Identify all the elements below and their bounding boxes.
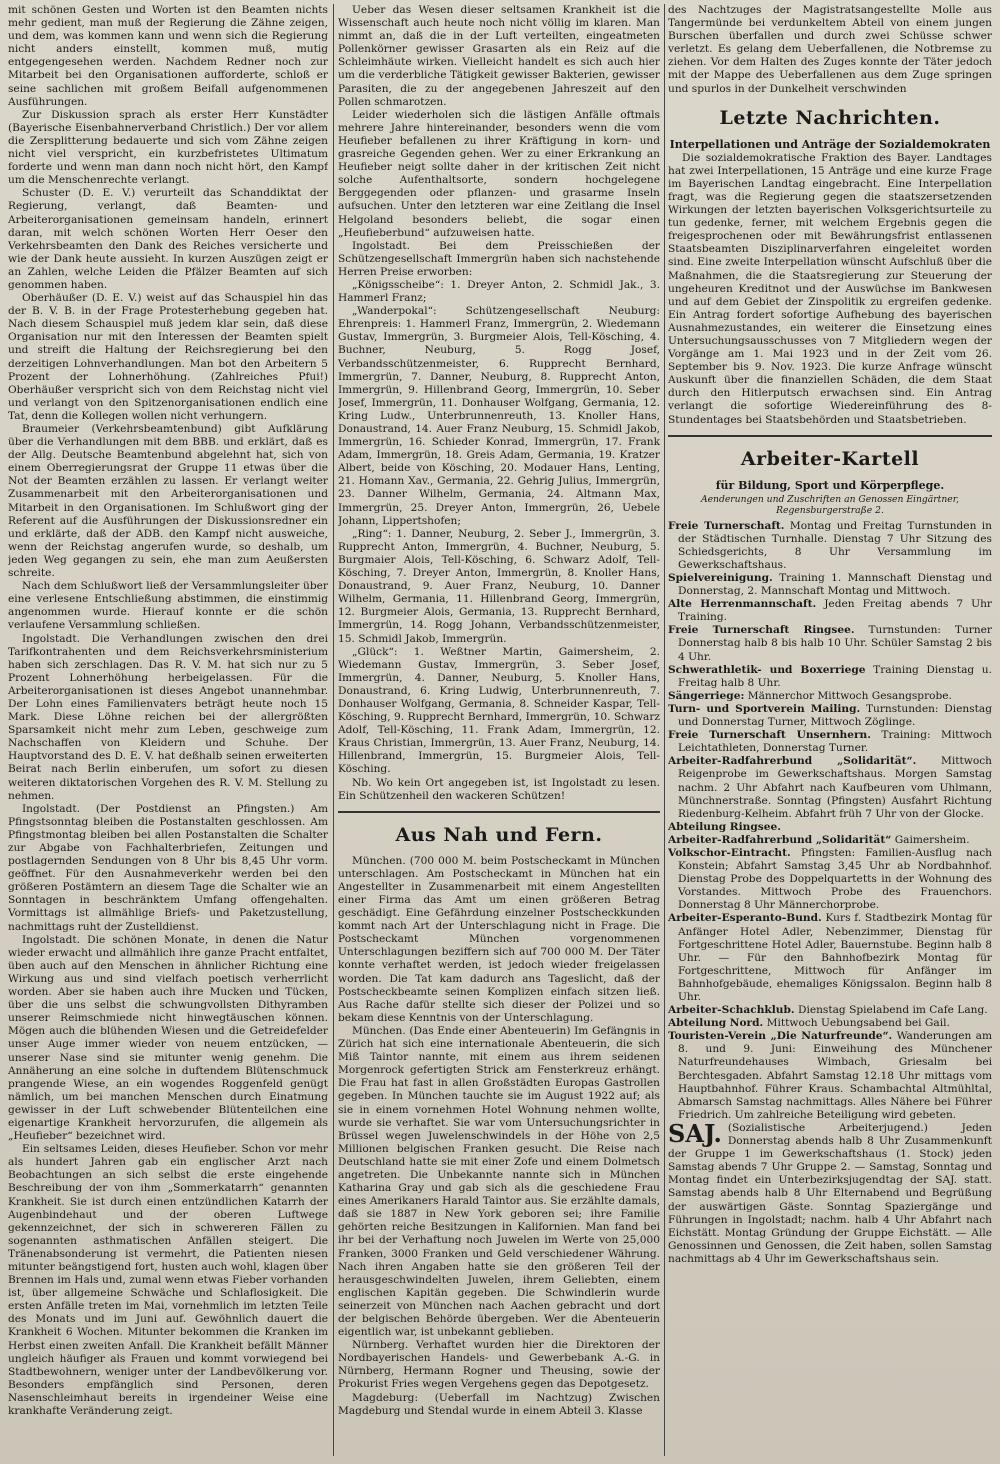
club-name: Spielvereinigung.	[668, 572, 773, 584]
club-text: Wanderungen am 8. und 9. Juni: Einweihung des Münchener Naturfreundehauses Wimbach, Griesalm bei Berchtesgaden. Abfahrt Samstag 12.18 Uhr mittags vom Hauptbahnhof. Führer Kraus. Schambachtal Altmühltal, Abmarsch Samstag nachmittags. Alles Nähere bei Führer Friedrich. Um zahlreiche Beteiligung wird gebeten.	[678, 1030, 992, 1121]
column-rule	[333, 4, 334, 1456]
paragraph: München. (Das Ende einer Abenteuerin) Im Gefängnis in Zürich hat sich eine internationale Abenteuerin, die sich Miß Taintor nannte, mit einem aus ihrem seidenen Morgenrock gefertigten Strick am Fensterkreuz erhängt. Die Frau hat fast in allen Großstädten Europas Gastrollen gegeben. In München tauchte sie im August 1922 auf; als sie in einem vornehmen Hotel Wohnung nehmen wollte, wurde sie verhaftet. Sie war vom Untersuchungsrichter in Brüssel wegen Juwelenschwindels in der Höhe von 2,5 Millionen belgischen Franken gesucht. Die Reise nach Deutschland hatte sie mit einer Zofe und einem Dolmetsch angetreten. Die Unbekannte nannte sich in München Katharina Gray und gab sich als die geschiedene Frau eines Amerikaners Harald Taintor aus. Sie erzählte damals, daß sie 1887 in New York geboren sei; ihre Familie gehörten reiche Besitzungen in Kalifornien. Man fand bei ihr bei der Verhaftung noch Juwelen im Werte von 25,000 Franken, 3000 Franken und Geld verschiedener Währung. Nach ihren Angaben hatte sie den größeren Teil der herausgeschwindelten Juwelen, ihrem Geliebten, einem englischen Kapitän gegeben. Die Schwindlerin wurde seinerzeit von München nach Aachen gebracht und dort der belgischen Behörde übergeben. Wer die Abenteuerin eigentlich war, ist unbekannt geblieben.	[338, 1024, 660, 1339]
paragraph: Oberhäußer (D. E. V.) weist auf das Schauspiel hin das der B. V. B. in der Frage Protesterhebung gegeben hat. Nach diesem Schauspiel muß jedem klar sein, daß diese Organisation nur mit den Interessen der Beamten spielt und streift die Haltung der Reichsregierung bei den derzeitigen Lohnverhandlungen. Man bot den Arbeitern 5 Prozent der Lohnerhöhung. (Zahlreiches Pfui!) Oberhäußer verspricht sich von dem Reichstag nicht viel und verlangt von den Spitzenorganisationen endlich eine Tat, denn die Kollegen wollen nicht verhungern.	[8, 292, 328, 422]
club-entry	[668, 1017, 992, 1030]
paragraph: Braumeier (Verkehrsbeamtenbund) gibt Aufklärung über die Verhandlungen mit dem BBB. und erklärt, daß es der Allg. Deutsche Beamtenbund abgelehnt hat, sich von einem Oberregierungsrat der Gruppe 11 etwas über die Not der Beamten erzählen zu lassen. Er verlangt weiter Zusammenarbeit mit den Arbeiterorganisationen und Mitarbeit in den Organisationen. Im Schlußwort ging der Referent auf die Ausführungen der Diskussionsredner ein und erklärte, daß der ADB. den Kampf nicht ausweiche, wenn der Reichstag angerufen wurde, so deshalb, um jeden Weg gegangen zu sein, ehe man zum Aeußersten schreite.	[8, 423, 328, 580]
section-subheading: für Bildung, Sport und Körperpflege.	[715, 478, 945, 492]
column-right	[668, 4, 992, 1458]
paragraph: Magdeburg: (Ueberfall im Nachtzug) Zwischen Magdeburg und Stendal wurde in einem Abteil 3. Klasse	[338, 1391, 660, 1417]
section-note: Aenderungen und Zuschriften an Genossen Eingärtner, Regensburgerstraße 2.	[700, 493, 959, 516]
club-name: Abteilung Ringsee.	[668, 820, 781, 833]
club-name: Freie Turnerschaft Ringsee.	[668, 624, 855, 637]
club-text: Männerchor Mittwoch Gesangsprobe.	[747, 689, 952, 702]
club-name: Freie Turnerschaft Unsernhern.	[668, 729, 871, 742]
club-text: Mittwoch Reigenprobe im Gewerkschaftshaus. Morgen Samstag nachm. 2 Uhr Abfahrt nach Kaufbeuren vom Uhlmann, Münchnerstraße. Sonntag (Pfingsten) Ausfahrt Richtung Riedenburg-Kelheim. Abfahrt früh 7 Uhr von der Glocke.	[678, 755, 992, 820]
column-left	[8, 4, 328, 1458]
paragraph: Nürnberg. Verhaftet wurden hier die Direktoren der Nordbayerischen Handels- und Gewerbebank A.-G. in Nürnberg, Hermann Rogner und Theusing, sowie der Prokurist Fries wegen Vergehens gegen das Depotgesetz.	[338, 1339, 660, 1391]
club-entry	[668, 821, 992, 834]
club-entry	[668, 729, 992, 755]
club-name: Sängerriege:	[668, 689, 745, 702]
saj-mark: SAJ.	[668, 1118, 722, 1148]
club-name: Turn- und Sportverein Mailing.	[668, 702, 861, 715]
paragraph: Nach dem Schlußwort ließ der Versammlungsleiter über eine verlesene Entschließung abstimmen, die einstimmig angenommen wurde. Hierauf konnte er die schön verlaufene Versammlung schließen.	[8, 580, 328, 632]
paragraph: Ingolstadt. Die schönen Monate, in denen die Natur wieder erwacht und allmählich ihre ganze Pracht entfaltet, üben auch auf den Menschen in ähnlicher Richtung eine Wirkung aus und sind vielfach poetisch verherrlicht worden. Aber sie haben auch ihre Mucken und Tücken, über die uns selbst die schwungvollsten Dithyramben unserer Reimschmiede nicht hinwegtäuschen können. Mögen auch die blühenden Wiesen und die Getreidefelder unser Auge immer wieder von neuem entzücken, — unserer Nase sind sie mitunter wenig genehm. Die Annäherung an eine solche in duftendem Blütenschmuck prangende Wiese, an ein wogendes Roggenfeld genügt nämlich, um bei manchen Menschen durch Einatmung gewisser in der Luft schwebender Blütenteilchen eine eigenartige Krankheit hervorzurufen, die allgemein als „Heufieber“ bezeichnet wird.	[8, 933, 328, 1143]
column-middle	[338, 4, 660, 1458]
paragraph: München. (700 000 M. beim Postscheckamt in München unterschlagen. Am Postscheckamt in München hat ein Angestellter in Zusammenarbeit mit einem Angestellten einer Firma das Amt um einen größeren Betrag geschädigt. Eine Gefährdung einzelner Postscheckkunden kommt nach Art der Unterschlagung nicht in Frage. Die Postscheckamt München vorgenommenen Unterschlagungen beziffern sich auf 700 000 M. Der Täter konnte verhaftet werden, ist jedoch wieder freigelassen worden. Die Tat kam dadurch ans Tageslicht, daß der Postscheckbeamte seinen Komplizen einfach sitzen ließ. Aus Rache dafür stellte sich dieser der Polizei und so bekam diese Kenntnis von der Unterschlagung.	[338, 854, 660, 1024]
club-text: Mittwoch Uebungsabend bei Gail.	[766, 1017, 950, 1030]
section-divider	[338, 811, 660, 813]
paragraph: Schuster (D. E. V.) verurteilt das Schanddiktat der Regierung, verlangt, daß Beamten- und Arbeiterorganisationen gemeinsam handeln, erinnert daran, mit welch schönen Worten Herr Oeser den Verkehrsbeamten den Dank des Reiches versicherte und wie der Dank heute aussieht. In kurzen Auszügen zeigt er an Zahlen, welche Leiden die Pfälzer Beamten auf sich genommen haben.	[8, 187, 328, 291]
paragraph: des Nachtzuges der Magistratsangestellte Molle aus Tangermünde bei verdunkeltem Abteil von einem jungen Burschen überfallen und durch zwei Schüsse schwer verletzt. Es gelang dem Ueberfallenen, die Notbremse zu ziehen. Vor dem Halten des Zuges konnte der Täter jedoch mit der Mappe des Ueberfallenen aus dem Zuge springen und spurlos in der Dunkelheit verschwinden	[668, 4, 992, 95]
column-rule	[664, 4, 665, 1456]
section-heading: Aus Nah und Fern.	[395, 823, 603, 846]
section-subheading: Interpellationen und Anträge der Sozialdemokraten	[669, 137, 991, 151]
club-entry	[668, 664, 992, 690]
paragraph: mit schönen Gesten und Worten ist den Beamten nichts mehr gedient, man muß der Regierung die Zähne zeigen, und dem, was kommen kann und wenn sich die Regierung nicht anders einstellt, kommen muß, mutig entgegengesehen werden. Nachdem Redner noch zur Mitarbeit bei den Organisationen aufforderte, schloß er seine sachlichen mit großem Beifall aufgenommenen Ausführungen.	[8, 4, 328, 108]
section-heading-kartell: Arbeiter-Kartell	[740, 447, 920, 470]
paragraph: Zur Diskussion sprach als erster Herr Kunstädter (Bayerische Eisenbahnerverband Christlich.) Der vor allem die Zersplitterung bedauerte und sich vom Zähne zeigen nicht viel verspricht, ein kurzbefristetes Ultimatum forderte und wenn man dann noch nicht hört, den Kampf um die Menschenrechte verlangt.	[8, 108, 328, 187]
club-text: Turnstunden: Dienstag und Donnerstag Turner, Mittwoch Zöglinge.	[678, 702, 992, 729]
section-divider	[668, 435, 992, 437]
club-name: Arbeiter-Radfahrerbund „Solidarität“.	[668, 755, 917, 768]
club-entry	[668, 520, 992, 572]
club-entry	[668, 912, 992, 1004]
club-name: Volkschor-Eintracht.	[668, 846, 791, 859]
paragraph: Die sozialdemokratische Fraktion des Bayer. Landtages hat zwei Interpellationen, 15 Anträge und eine kurze Frage im Bayerischen Landtag eingebracht. Eine Interpellation fragt, was die Regierung gegen die staatszersetzenden Wirkungen der letzten bayerischen Volksgerichtsurteile zu tun gedenke, ferner, mit welchem Ergebnis gegen die freigesprochenen oder mit Bewährungsfrist entlassenen Staatsbeamten Disziplinarverfahren eingeleitet worden sind. Eine zweite Interpellation wünscht Aufschluß über die Maßnahmen, die die Staatsregierung zur Steuerung der ungeheuren Kreditnot und der Auswüchse im Bankwesen und auf dem Gebiet der Zinspolitik zu ergreifen gedenke. Ein Antrag fordert sofortige Aufhebung des bayerischen Ausnahmezustandes, ein weiterer die Einsetzung eines Untersuchungsausschusses von 7 Mitgliedern wegen der Vorgänge am 1. Mai 1923 und in der Zeit vom 26. September bis 9. Nov. 1923. Die kurze Anfrage wünscht Auskunft über die finanziellen Schäden, die dem Staat durch den Hitlerputsch erwachsen sind. Ein Antrag verlangt die sofortige Wiedereinführung des 8-Stundentages bei Staatsbehörden und Staatsbetrieben.	[668, 151, 992, 426]
club-name: Arbeiter-Esperanto-Bund.	[668, 912, 822, 925]
club-name: Arbeiter-Radfahrerbund „Solidarität“	[668, 833, 892, 846]
paragraph: „Ring“: 1. Danner, Neuburg, 2. Seber J., Immergrün, 3. Rupprecht Anton, Immergrün, 4. Buchner, Neuburg, 5. Burgmaier Alois, Tell-Kösching, 6. Schwarz Adolf, Tell-Kösching, 7. Dreyer Anton, Immergrün, 8. Knoller Hans, Donaustrand, 9. Auer Franz, Neuburg, 10. Danner Wilhelm, Germania, 11. Hillenbrand Georg, Immergrün, 12. Burgmeier Alois, Germania, 13. Rupprecht Bernhard, Immergrün, 14. Rogg Johann, Verbandsschützenmeister, 15. Schmidl Jakob, Immergrün.	[338, 527, 660, 645]
club-text: Dienstag Spielabend im Cafe Lang.	[797, 1004, 988, 1017]
paragraph: „Glück“: 1. Weßtner Martin, Gaimersheim, 2. Wiedemann Gustav, Immergrün, 3. Seber Josef, Immergrün, 4. Danner, Neuburg, 5. Knoller Hans, Donaustrand, 6. Kring Ludwig, Unterbrunnenreuth, 7. Donhauser Wolfgang, Germania, 8. Schneider Kaspar, Tell-Kösching, 9. Rupprecht Bernhard, Immergrün, 10. Schwarz Adolf, Tell-Kösching, 11. Frank Adam, Immergrün, 12. Kraus Christian, Immergrün, 13. Auer Franz, Neuburg, 14. Hillenbrand, Immergrün, 15. Burgmeier Alois, Tell-Kösching.	[338, 645, 660, 776]
club-text: Gaimersheim.	[894, 833, 970, 846]
saj-text: (Sozialistische Arbeiterjugend.) Jeden Donnerstag abends halb 8 Uhr Zusammenkunft der Gruppe 1 im Gewerkschaftshaus (1. Stock) jeden Samstag abends 7 Uhr Gruppe 2. — Samstag, Sonntag und Montag findet ein Unterbezirksjugendtag der SAJ. statt. Samstag abends halb 8 Uhr Elternabend und Begrüßung der auswärtigen Gäste. Sonntag Spaziergänge und Führungen in Ingolstadt; nachm. halb 4 Uhr Abfahrt nach Eichstätt. Montag Gründung der Gruppe Eichstätt. — Alle Genossinnen und Genossen, die Zeit haben, sollen Samstag nachmittags ab 4 Uhr im Gewerkschaftshaus sein.	[668, 1121, 992, 1265]
club-text: Training Dienstag u. Freitag halb 8 Uhr.	[678, 663, 992, 689]
club-text: Montag und Freitag Turnstunden in der Städtischen Turnhalle. Dienstag 7 Uhr Sitzung des Schiedsgerichts, 8 Uhr Versammlung im Gewerkschaftshaus.	[678, 519, 992, 571]
paragraph: Ingolstadt. Bei dem Preisschießen der Schützengesellschaft Immergrün haben sich nachstehende Herren Preise erworben:	[338, 239, 660, 278]
club-entry	[668, 572, 992, 598]
club-entry	[668, 624, 992, 663]
club-entry	[668, 703, 992, 729]
club-entry	[668, 834, 992, 847]
club-text: Jeden Freitag abends 7 Uhr Training.	[678, 598, 992, 624]
club-name: Freie Turnerschaft.	[668, 519, 785, 532]
club-text: Turnstunden: Turner Donnerstag halb 8 bis halb 10 Uhr. Schüler Samstag 2 bis 4 Uhr.	[678, 624, 992, 663]
club-entry	[668, 755, 992, 820]
club-listing	[668, 520, 992, 1122]
club-entry	[668, 598, 992, 624]
club-name: Alte Herrenmannschaft.	[668, 598, 817, 611]
club-text: Kurs f. Stadtbezirk Montag für Anfänger Hotel Adler, Nebenzimmer, Dienstag für Fortgeschrittene Hotel Adler, Bauernstube. Beginn halb 8 Uhr. — Für den Bahnhofbezirk Montag für Fortgeschrittene, Mittwoch für Anfänger im Bahnhofgebäude, ehemaliges Königssalon. Beginn halb 8 Uhr.	[678, 912, 992, 1003]
club-name: Arbeiter-Schachklub.	[668, 1004, 795, 1017]
club-name: Abteilung Nord.	[668, 1017, 764, 1030]
section-heading-latest: Letzte Nachrichten.	[719, 106, 941, 129]
paragraph: Ein seltsames Leiden, dieses Heufieber. Schon vor mehr als hundert Jahren gab ein englischer Arzt nach Beobachtungen an sich selbst die erste eingehende Beschreibung der von ihm „Sommerkatarrh“ genannten Krankheit. Sie ist durch einen entzündlichen Katarrh der Augenbindehaut und der oberen Luftwege gekennzeichnet, der sich in schwereren Fällen zu sogenannten asthmatischen Anfällen steigert. Die Tränenabsonderung ist vermehrt, die Patienten niesen mitunter beängstigend fort, husten auch wohl, klagen über Brennen im Hals und, zumal wenn etwas Fieber vorhanden ist, über allgemeine Schwäche und Schlaflosigkeit. Die ersten Anfälle treten im Mai, vornehmlich im letzten Teile des Monats und im Juni auf. Gewöhnlich dauert die Krankheit 6 Wochen. Mitunter bekommen die Kranken im Herbst einen zweiten Anfall. Die Krankheit befällt Männer ungleich häufiger als Frauen und kommt vorwiegend bei Stadtbewohnern, weniger unter der Landbevölkerung vor. Besonders empfänglich sind Personen, deren Nasenschleimhaut bereits in irgendeiner Weise eine krankhafte Veränderung zeigt.	[8, 1143, 328, 1418]
saj-entry	[668, 1118, 992, 1266]
club-entry	[668, 847, 992, 912]
club-name: Touristen-Verein „Die Naturfreunde“.	[668, 1030, 893, 1043]
club-entry	[668, 1004, 992, 1017]
paragraph: Nb. Wo kein Ort angegeben ist, ist Ingolstadt zu lesen. Ein Schützenheil den wackeren Schützen!	[338, 776, 660, 802]
club-name: Schwerathletik- und Boxerriege	[668, 663, 866, 676]
paragraph: Ingolstadt. (Der Postdienst an Pfingsten.) Am Pfingstsonntag bleiben die Postanstalten geschlossen. Am Pfingstmontag bleiben bei allen Postanstalten die Schalter zur Abgabe von Fachhalterbriefen, Zeitungen und postlagernden Sendungen von 8 Uhr bis 8,45 Uhr vorm. geöffnet. Für den Ausnahmeverkehr werden bei den größeren Postämtern an diesem Tage die Schalter wie an Sonntagen in beschränktem Umfang offengehalten. Vormittags ist allmählige Briefs- und Paketzustellung, nachmittags ruht der Zustelldienst.	[8, 802, 328, 933]
paragraph: Ueber das Wesen dieser seltsamen Krankheit ist die Wissenschaft auch heute noch nicht völlig im klaren. Man nimmt an, daß die in der Luft verteilten, eingeatmeten Pollenkörner gewisser Grasarten als ein Reiz auf die Schleimhäute wirken. Vielleicht handelt es sich auch hier um die verderbliche Tätigkeit gewisser Bakterien, gewisser Parasiten, die zu der angegebenen Jahreszeit auf den Pollen schmarotzen.	[338, 4, 660, 108]
paragraph: Ingolstadt. Die Verhandlungen zwischen den drei Tarifkontrahenten und dem Reichsverkehrsministerium haben sich zerschlagen. Das R. V. M. hat sich nur zu 5 Prozent Lohnerhöhung herbeigelassen. Für die Arbeiterorganisationen ist dieses Angebot unannehmbar. Der Lohn eines Familienvaters beträgt heute noch 15 Mark. Diese Löhne reichen bei der allergrößten Sparsamkeit nicht mehr zum Leben, geschweige zum Nachschaffen von Kleidern und Schuhe. Der Hauptvorstand des D. E. V. hat deßhalb seinen erweiterten Beirat nach Berlin einberufen, um sofort zu diesen weiteren diktatorischen Vorgehen des R. V. M. Stellung zu nehmen.	[8, 632, 328, 802]
club-entry	[668, 690, 992, 703]
paragraph: „Königsscheibe“: 1. Dreyer Anton, 2. Schmidl Jak., 3. Hammerl Franz;	[338, 278, 660, 305]
paragraph: „Wanderpokal“: Schützengesellschaft Neuburg: Ehrenpreis: 1. Hammerl Franz, Immergrün, 2. Wiedemann Gustav, Immergrün, 3. Burgmeier Alois, Tell-Kösching, 4. Buchner, Neuburg, 5. Rogg Josef, Verbandsschützenmeister, 6. Rupprecht Bernhard, Immergrün, 7. Danner, Neuburg, 8. Rupprecht Anton, Immergrün, 9. Hillenbrand Georg, Immergrün, 10. Seber Josef, Immergrün, 11. Donhauser Wolfgang, Germania, 12. Kring Ludw., Unterbrunnenreuth, 13. Knoller Hans, Donaustrand, 14. Auer Franz Neuburg, 15. Schmidl Jakob, Immergrün, 16. Schieder Konrad, Immergrün, 17. Frank Adam, Immergrün, 18. Greis Adam, Germania, 19. Kratzer Albert, beide von Kösching, 20. Modauer Hans, Lenting, 21. Homann Xav., Germania, 22. Gehrig Julius, Immergrün, 23. Danner Wilhelm, Germania, 24. Altmann Max, Immergrün, 25. Dreyer Anton, Immergrün, 26, Uebele Johann, Lippertshofen;	[338, 305, 660, 527]
club-entry	[668, 1030, 992, 1122]
club-text: Training: Mittwoch Leichtathleten, Donnerstag Turner.	[678, 729, 992, 755]
club-text: Pfingsten: Familien-Ausflug nach Konstein; Abfahrt Samstag 3,45 Uhr ab Nordbahnhof. Dienstag Probe des Doppelquartetts in der Wohnung des Vorstandes. Mittwoch Probe des Frauenchors. Donnerstag 8 Uhr Männerchorprobe.	[678, 846, 992, 912]
paragraph: Leider wiederholen sich die lästigen Anfälle oftmals mehrere Jahre hintereinander, besonders wenn die vom Heufieber befallenen zu ihrer Kräftigung in korn- und grasreiche Gegenden gehen. Wer zu einer Erkrankung an Heufieber neigt sollte daher in der kritischen Zeit nicht solche Aufenthaltsorte, sondern hochgelegene Berggegenden oder pflanzen- und grasarme Inseln aufsuchen. Unter den letzteren war eine Zeitlang die Insel Helgoland besonders beliebt, die sogar einen „Heufieberbund“ aufzuweisen hatte.	[338, 108, 660, 239]
club-text: Training 1. Mannschaft Dienstag und Donnerstag, 2. Mannschaft Montag und Mittwoch.	[678, 572, 992, 598]
